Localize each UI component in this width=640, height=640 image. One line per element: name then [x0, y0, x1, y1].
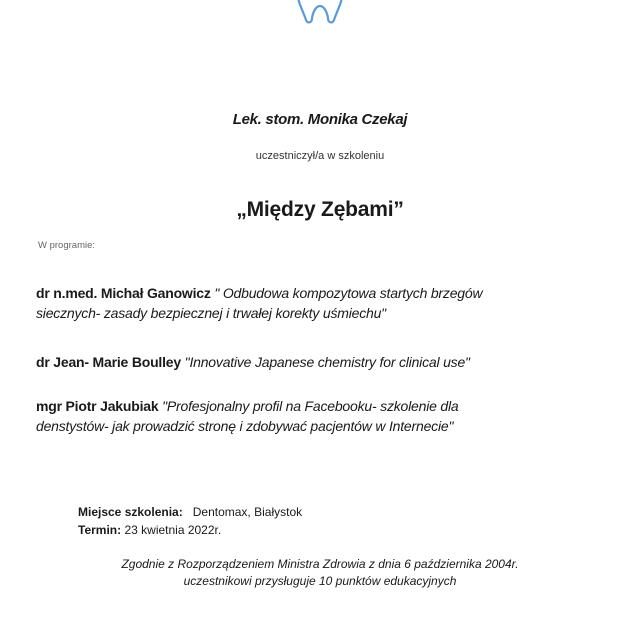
lecture-3-line1	[36, 398, 458, 414]
place-line	[78, 505, 302, 519]
place-value: Dentomax, Białystok	[192, 505, 303, 519]
lecture-2-speaker: dr Jean- Marie Boulley	[36, 354, 181, 370]
lecture-1-speaker: dr n.med. Michał Ganowicz	[36, 285, 211, 301]
statement-line-2: uczestnikowi przysługuje 10 punktów edukacyjnych	[183, 574, 457, 588]
lecture-1-title: " Odbudowa kompozytowa startych brzegów	[210, 285, 483, 301]
lecture-2-title: "Innovative Japanese chemistry for clinical use"	[180, 354, 470, 370]
tooth-icon	[292, 0, 348, 26]
lecture-2-line1	[36, 354, 470, 370]
date-value: 23 kwietnia 2022r.	[124, 523, 222, 537]
lecture-1-line2	[36, 305, 386, 321]
lecture-3-title-cont: denstystów- jak prowadzić stronę i zdobywać pacjentów w Internecie"	[36, 418, 454, 434]
date-label: Termin:	[78, 523, 122, 537]
lecture-1-title-cont: siecznych- zasady bezpiecznej i trwałej korekty uśmiechu"	[36, 305, 386, 321]
participated-text: uczestniczył/a w szkoleniu	[255, 150, 385, 162]
lecture-3-title: "Profesjonalny profil na Facebooku- szkolenie dla	[158, 398, 459, 414]
date-line	[78, 523, 221, 537]
training-title: „Między Zębami”	[236, 198, 404, 221]
lecture-3-line2	[36, 418, 453, 434]
statement-line-1: Zgodnie z Rozporządzeniem Ministra Zdrowia z dnia 6 października 2004r.	[121, 557, 519, 571]
lecture-1-line1	[36, 285, 482, 301]
lecture-3-speaker: mgr Piotr Jakubiak	[36, 398, 159, 414]
participant-name: Lek. stom. Monika Czekaj	[232, 111, 408, 128]
place-label: Miejsce szkolenia:	[78, 505, 183, 519]
program-label: W programie:	[38, 240, 96, 251]
